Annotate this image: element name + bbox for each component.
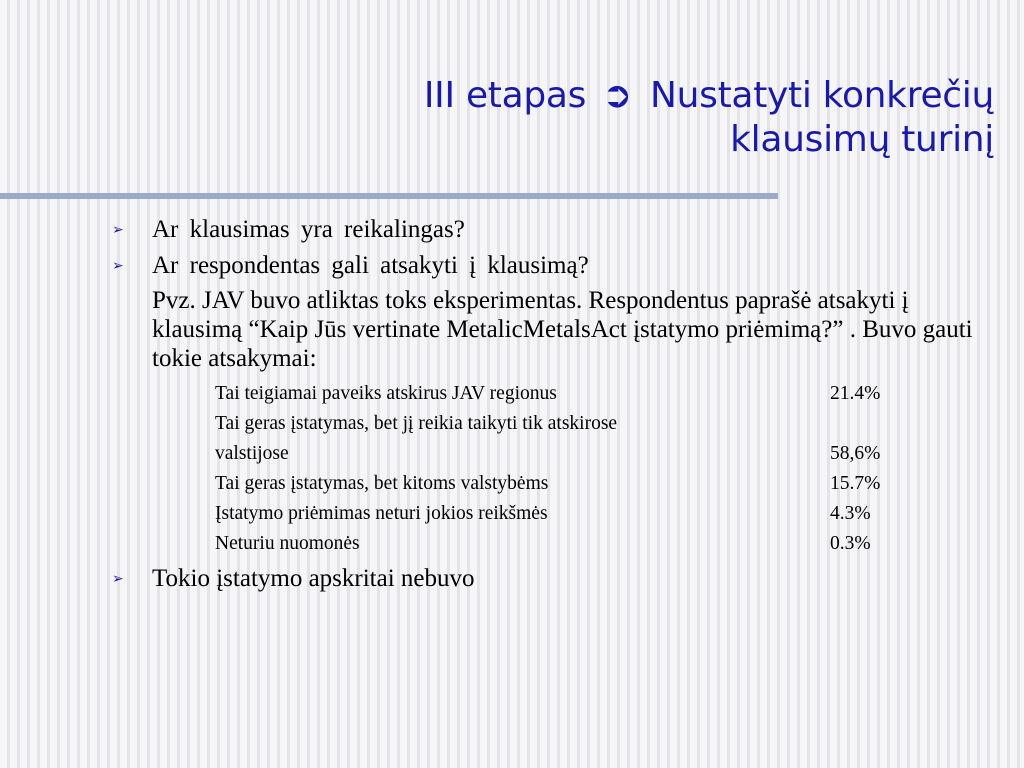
result-label: Įstatymo priėmimas neturi jokios reikšmės: [215, 503, 548, 524]
result-label: valstijose: [215, 443, 289, 464]
title-divider: [0, 193, 778, 199]
slide-title: [94, 74, 994, 162]
bullet-item-question-needed: [108, 214, 988, 246]
result-value: 58,6%: [830, 443, 881, 464]
result-row: [215, 499, 915, 529]
bullet-arrow-icon: ➢: [112, 571, 124, 587]
example-paragraph: Pvz. JAV buvo atliktas toks eksperimentas. Respondentus paprašė atsakyti į klausimą “Kaip Jūs vertinate MetalicMetalsAct įstatymo priėmimą?” . Buvo gauti tokie atsakymai:: [152, 287, 973, 372]
result-value: 21.4%: [830, 383, 881, 404]
bullet-item-no-such-law: [108, 563, 988, 595]
bullet-arrow-icon: ➢: [112, 258, 124, 274]
result-label: Tai teigiamai paveiks atskirus JAV regionus: [215, 383, 557, 404]
result-row: [215, 379, 915, 409]
survey-results: [215, 379, 915, 559]
result-row: [215, 409, 915, 439]
result-value: 0.3%: [830, 533, 871, 554]
result-value: 15.7%: [830, 473, 881, 494]
bullet-text: Tokio įstatymo apskritai nebuvo: [152, 565, 475, 592]
slide-body: [108, 214, 988, 599]
result-row: [215, 439, 915, 469]
bullet-item-respondent-can-answer: [108, 250, 988, 282]
result-label: Neturiu nuomonės: [215, 533, 360, 554]
title-part-1: III etapas: [423, 75, 587, 116]
result-row: [215, 469, 915, 499]
result-row: [215, 529, 915, 559]
bullet-text: Ar respondentas gali atsakyti į klausimą?: [152, 252, 589, 279]
arrow-icon: ➲: [602, 75, 633, 116]
bullet-text: Ar klausimas yra reikalingas?: [152, 216, 465, 243]
result-label: Tai geras įstatymas, bet kitoms valstybėms: [215, 473, 549, 494]
result-value: 4.3%: [830, 503, 871, 524]
bullet-arrow-icon: ➢: [112, 222, 124, 238]
title-part-2: Nustatyti konkrečių: [650, 75, 994, 116]
result-label: Tai geras įstatymas, bet jį reikia taikyti tik atskirose: [215, 413, 618, 434]
title-line-2: klausimų turinį: [730, 119, 994, 160]
